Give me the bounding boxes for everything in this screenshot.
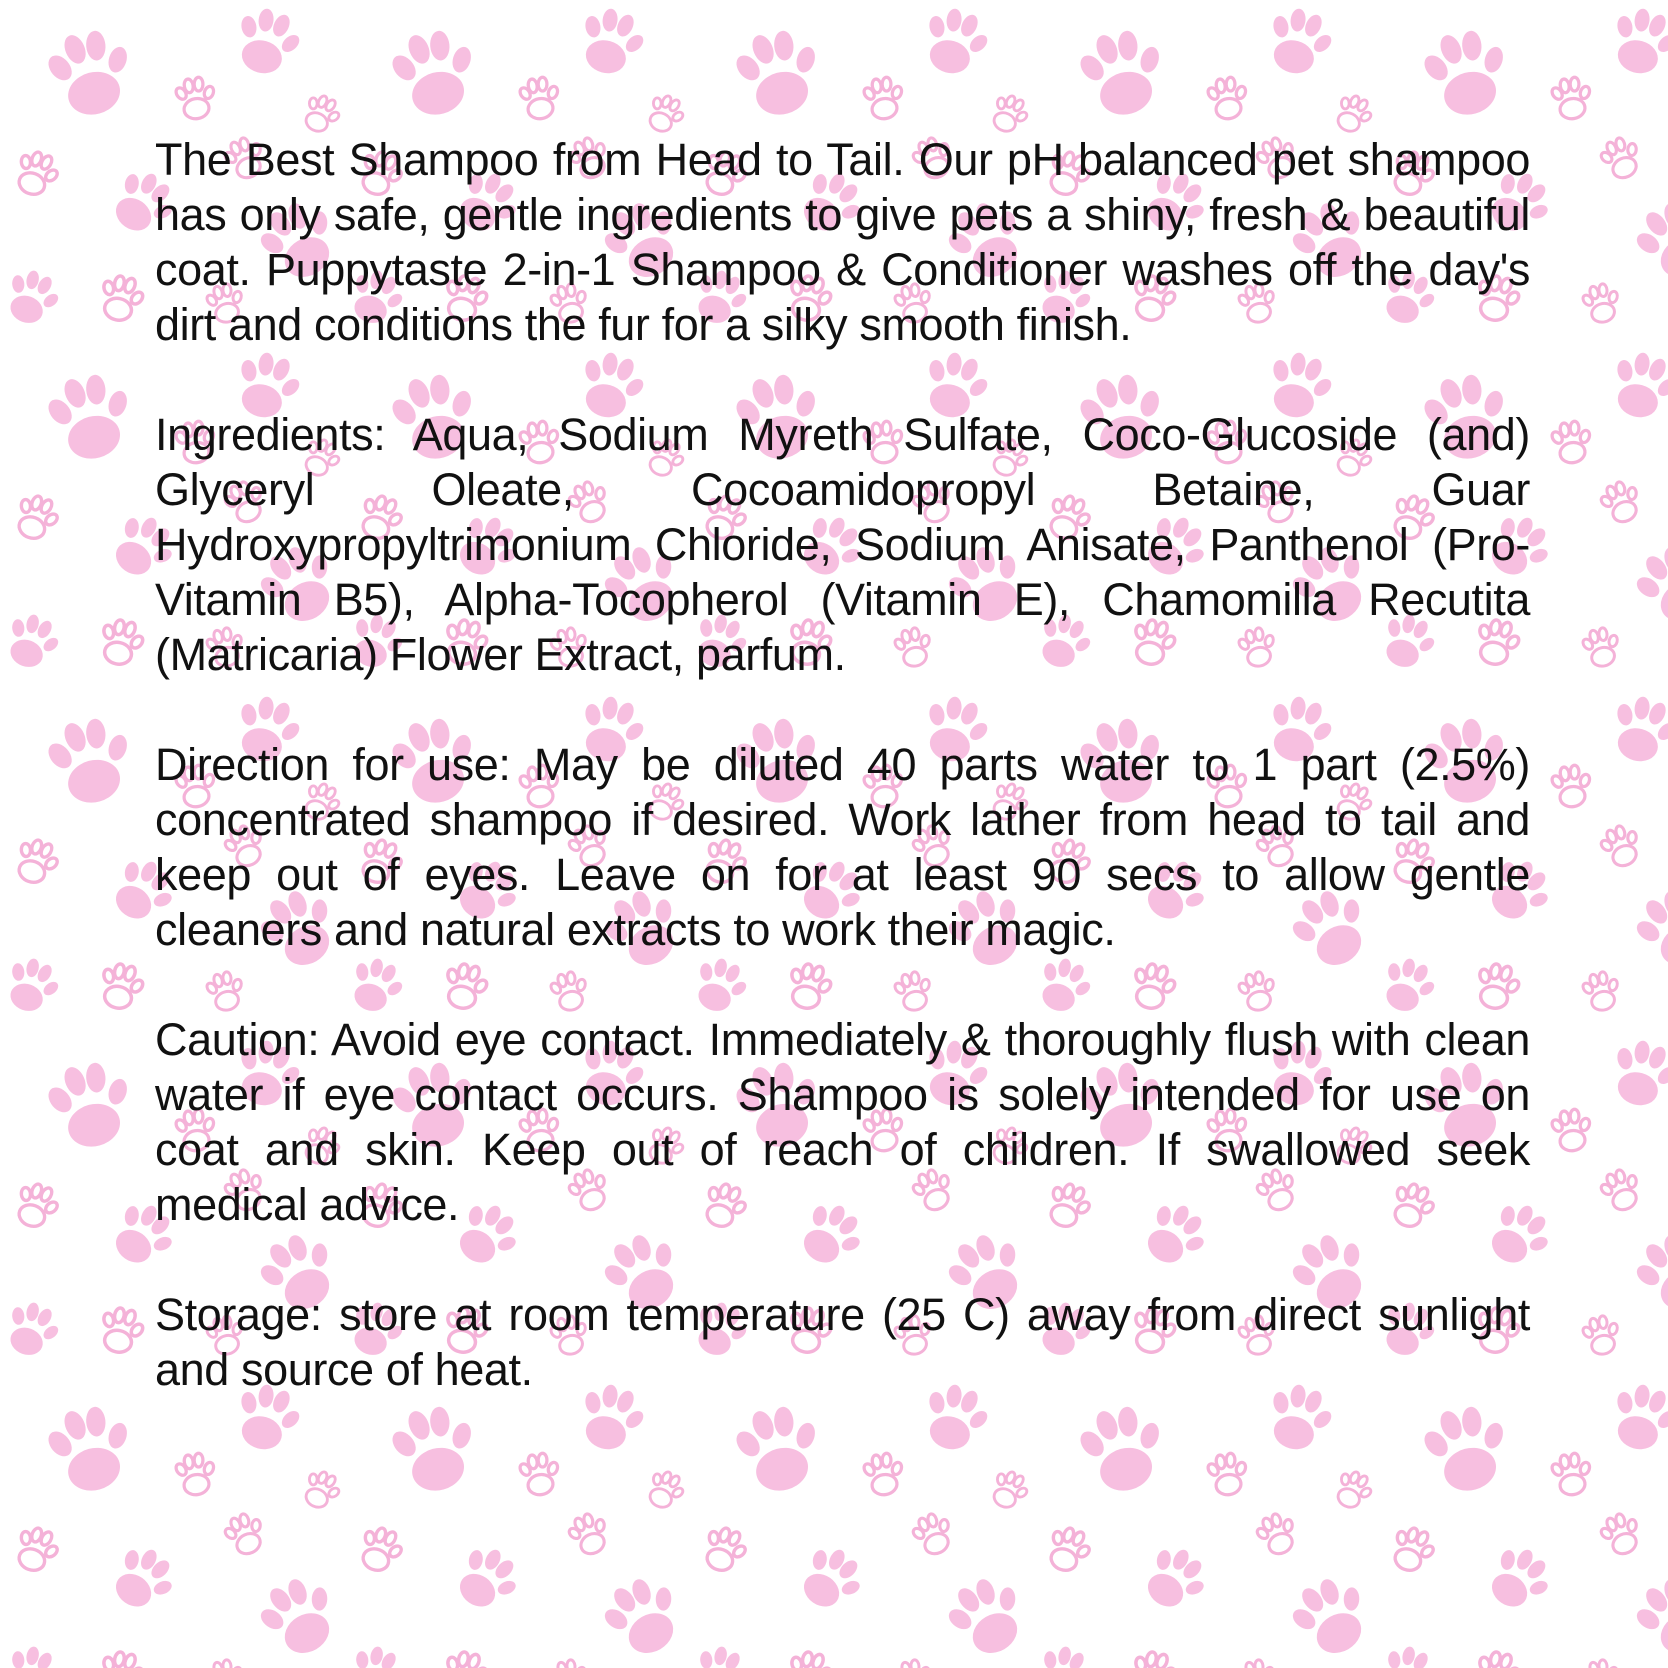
directions-paragraph: Direction for use: May be diluted 40 parts water to 1 part (2.5%) concentrated shampoo if desired. Work lather from head to tail and keep out of eyes. Leave on for at least 90 secs to allow gentle cleaners and natural extracts to work their magic. — [155, 739, 1530, 955]
storage-paragraph: Storage: store at room temperature (25 C) away from direct sunlight and source of heat. — [155, 1289, 1530, 1395]
product-text-block — [155, 132, 1530, 1397]
description-paragraph: The Best Shampoo from Head to Tail. Our pH balanced pet shampoo has only safe, gentle ingredients to give pets a shiny, fresh & beautiful coat. Puppytaste 2-in-1 Shampoo & Conditioner washes off the day's dirt and conditions the fur for a silky smooth finish. — [155, 134, 1530, 350]
ingredients-paragraph: Ingredients: Aqua, Sodium Myreth Sulfate, Coco-Glucoside (and) Glyceryl Oleate, Cocoamidopropyl Betaine, Guar Hydroxypropyltrimonium Chloride, Sodium Anisate, Panthenol (Pro-Vitamin B5), Alpha-Tocopherol (Vitamin E), Chamomilla Recutita (Matricaria) Flower Extract, parfum. — [155, 409, 1530, 680]
caution-paragraph: Caution: Avoid eye contact. Immediately & thoroughly flush with clean water if eye contact occurs. Shampoo is solely intended for use on coat and skin. Keep out of reach of children. If swallowed seek medical advice. — [155, 1014, 1530, 1230]
